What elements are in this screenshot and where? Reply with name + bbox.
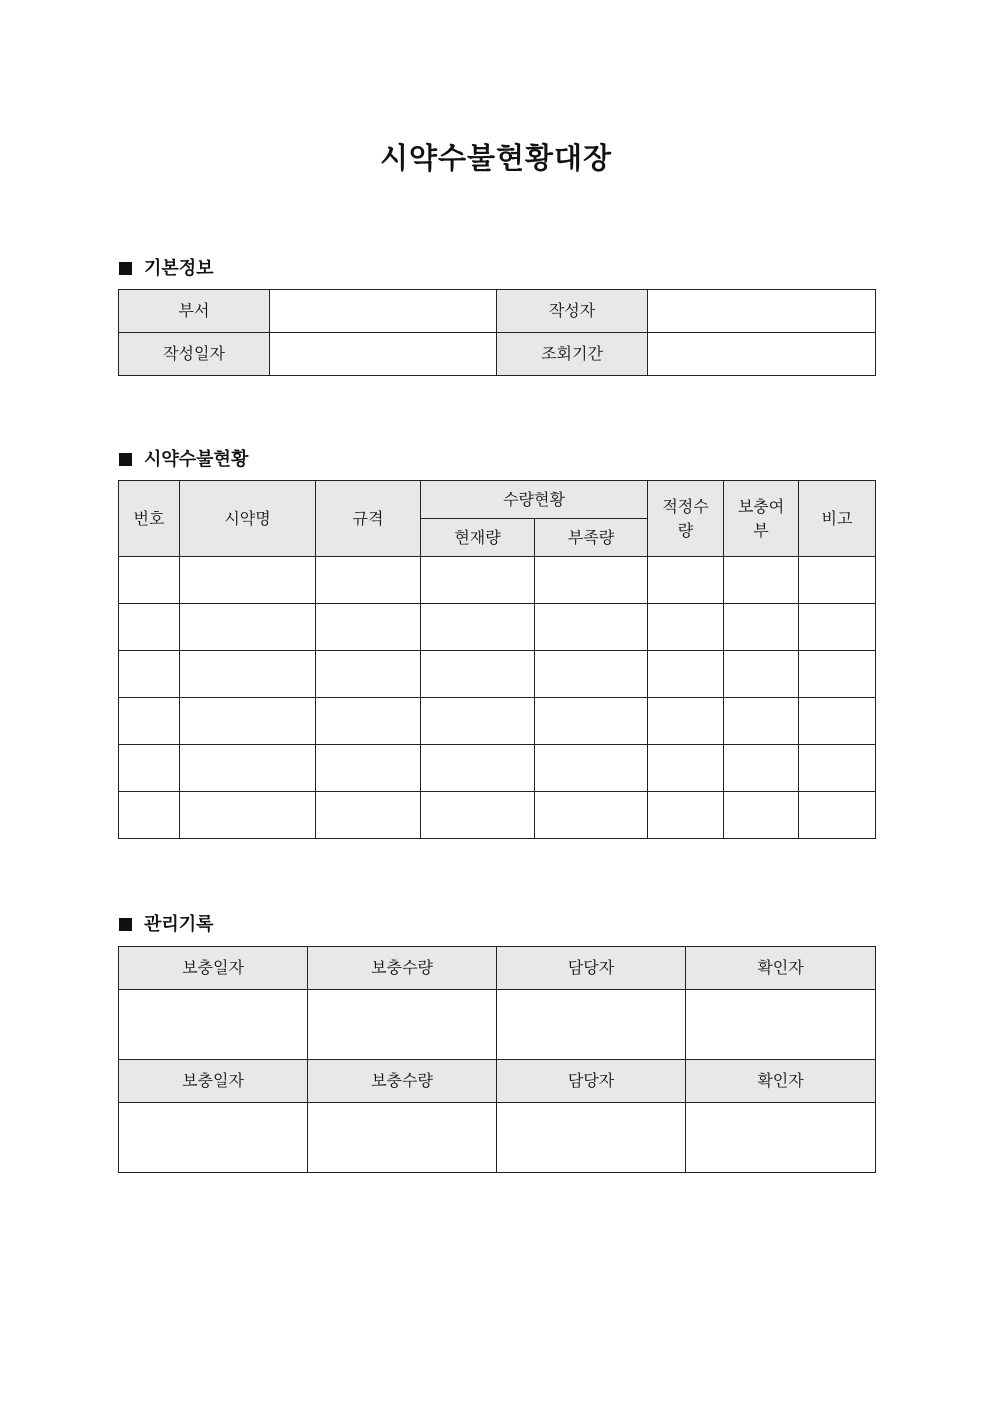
management-record-table [118, 946, 876, 1173]
period-field[interactable] [648, 333, 876, 376]
table-cell[interactable] [497, 990, 686, 1060]
author-field[interactable] [648, 290, 876, 333]
table-cell[interactable] [799, 557, 876, 604]
header-reagent-name: 시약명 [180, 481, 316, 557]
header-shortage: 부족량 [535, 519, 648, 557]
table-row [119, 792, 876, 839]
square-bullet-icon [119, 262, 132, 275]
table-cell[interactable] [724, 792, 799, 839]
department-label: 부서 [119, 290, 270, 333]
date-label: 작성일자 [119, 333, 270, 376]
table-cell[interactable] [119, 990, 308, 1060]
section-heading-reagent-status [119, 445, 248, 471]
header-replenish-quantity: 보충수량 [308, 1060, 497, 1103]
table-cell[interactable] [421, 745, 535, 792]
square-bullet-icon [119, 453, 132, 466]
table-cell[interactable] [497, 1103, 686, 1173]
table-row [119, 698, 876, 745]
table-cell[interactable] [648, 698, 724, 745]
table-cell[interactable] [724, 698, 799, 745]
header-replenish-date: 보충일자 [119, 1060, 308, 1103]
table-cell[interactable] [421, 792, 535, 839]
table-row [119, 745, 876, 792]
header-number: 번호 [119, 481, 180, 557]
table-cell[interactable] [535, 698, 648, 745]
section-label: 시약수불현황 [144, 449, 249, 470]
table-cell[interactable] [421, 651, 535, 698]
table-cell[interactable] [119, 745, 180, 792]
author-label: 작성자 [497, 290, 648, 333]
table-cell[interactable] [799, 604, 876, 651]
reagent-status-table [118, 480, 876, 839]
header-proper-quantity: 적정수량 [648, 481, 724, 557]
table-cell[interactable] [180, 604, 316, 651]
section-label: 기본정보 [144, 258, 214, 279]
table-cell[interactable] [535, 792, 648, 839]
table-cell[interactable] [799, 745, 876, 792]
table-cell[interactable] [119, 651, 180, 698]
table-cell[interactable] [648, 792, 724, 839]
table-cell[interactable] [724, 557, 799, 604]
table-cell[interactable] [686, 990, 876, 1060]
table-cell[interactable] [316, 792, 421, 839]
section-heading-basic-info [119, 254, 214, 280]
table-cell[interactable] [119, 1103, 308, 1173]
table-row [119, 1103, 876, 1173]
department-field[interactable] [270, 290, 497, 333]
table-cell[interactable] [316, 557, 421, 604]
table-cell[interactable] [180, 792, 316, 839]
table-row [119, 990, 876, 1060]
table-row [119, 604, 876, 651]
header-confirmer: 확인자 [686, 1060, 876, 1103]
table-cell[interactable] [648, 557, 724, 604]
date-field[interactable] [270, 333, 497, 376]
table-cell[interactable] [180, 698, 316, 745]
table-cell[interactable] [308, 1103, 497, 1173]
table-cell[interactable] [686, 1103, 876, 1173]
table-cell[interactable] [308, 990, 497, 1060]
table-cell[interactable] [316, 698, 421, 745]
table-row [119, 651, 876, 698]
table-cell[interactable] [648, 604, 724, 651]
table-cell[interactable] [799, 651, 876, 698]
header-spec: 규격 [316, 481, 421, 557]
table-cell[interactable] [724, 745, 799, 792]
header-replenish-quantity: 보충수량 [308, 947, 497, 990]
table-cell[interactable] [180, 557, 316, 604]
table-cell[interactable] [316, 651, 421, 698]
table-cell[interactable] [648, 651, 724, 698]
header-replenish-date: 보충일자 [119, 947, 308, 990]
table-cell[interactable] [535, 557, 648, 604]
table-row [119, 557, 876, 604]
basic-info-table [118, 289, 876, 376]
table-cell[interactable] [799, 698, 876, 745]
table-cell[interactable] [119, 557, 180, 604]
header-person-in-charge: 담당자 [497, 947, 686, 990]
table-cell[interactable] [180, 651, 316, 698]
table-cell[interactable] [535, 745, 648, 792]
table-cell[interactable] [535, 651, 648, 698]
square-bullet-icon [119, 918, 132, 931]
header-quantity-status: 수량현황 [421, 481, 648, 519]
table-cell[interactable] [421, 557, 535, 604]
table-cell[interactable] [799, 792, 876, 839]
table-cell[interactable] [316, 745, 421, 792]
table-cell[interactable] [119, 604, 180, 651]
table-cell[interactable] [535, 604, 648, 651]
header-person-in-charge: 담당자 [497, 1060, 686, 1103]
header-current-amount: 현재량 [421, 519, 535, 557]
table-cell[interactable] [119, 792, 180, 839]
section-label: 관리기록 [144, 914, 214, 935]
table-cell[interactable] [316, 604, 421, 651]
table-cell[interactable] [421, 604, 535, 651]
table-cell[interactable] [180, 745, 316, 792]
table-cell[interactable] [421, 698, 535, 745]
section-heading-management-record [119, 910, 214, 936]
header-replenish-status: 보충여부 [724, 481, 799, 557]
header-confirmer: 확인자 [686, 947, 876, 990]
period-label: 조회기간 [497, 333, 648, 376]
header-note: 비고 [799, 481, 876, 557]
table-cell[interactable] [724, 604, 799, 651]
table-cell[interactable] [648, 745, 724, 792]
table-cell[interactable] [119, 698, 180, 745]
table-cell[interactable] [724, 651, 799, 698]
page-title: 시약수불현황대장 [379, 141, 613, 175]
